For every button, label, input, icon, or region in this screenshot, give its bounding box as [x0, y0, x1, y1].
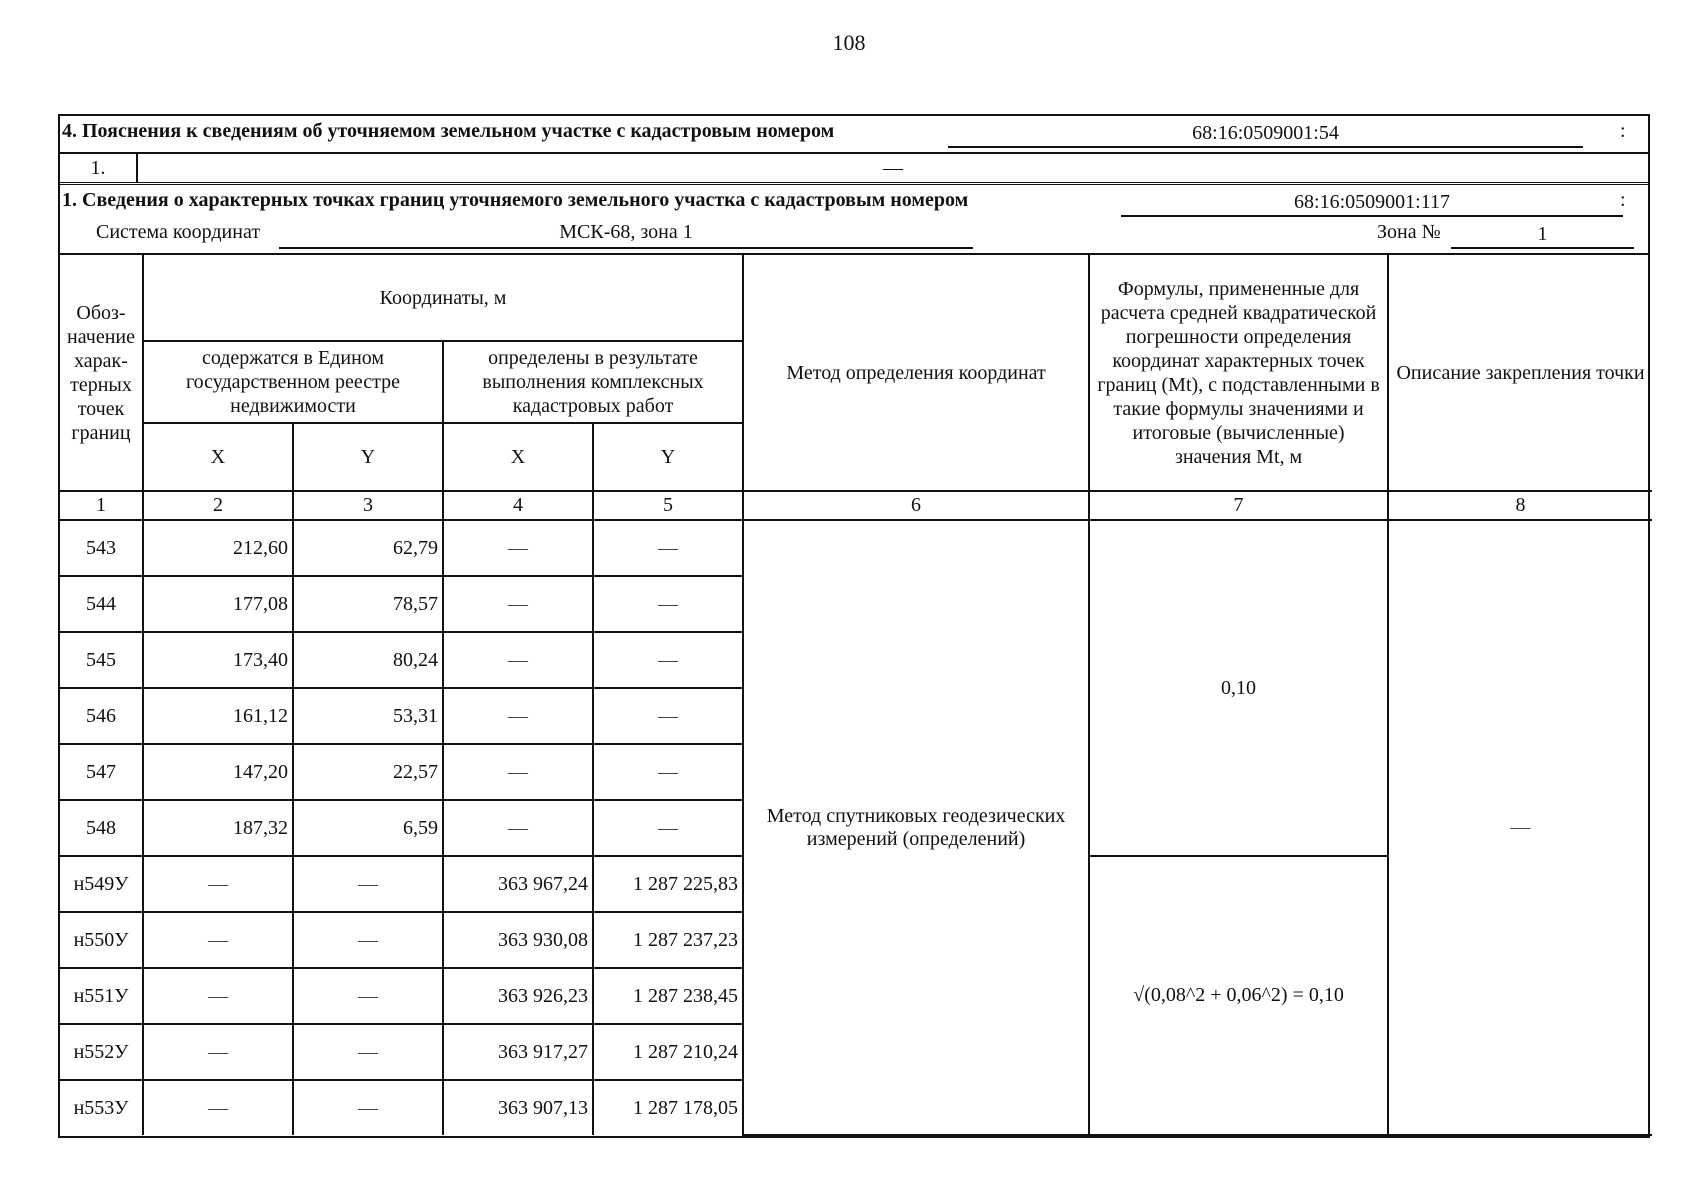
- y-determined: —: [593, 800, 743, 856]
- header-description: Описание закрепления точки: [1388, 255, 1652, 491]
- x-determined: 363 907,13: [443, 1080, 593, 1135]
- x-registry: —: [143, 1024, 293, 1080]
- y-determined: —: [593, 576, 743, 632]
- header-coordinates: Координаты, м: [143, 255, 743, 341]
- section1-cadastral-number: 68:16:0509001:117: [1121, 189, 1623, 217]
- y-determined: 1 287 225,83: [593, 856, 743, 912]
- y-determined: —: [593, 744, 743, 800]
- section1-title: 1. Сведения о характерных точках границ уточняемого земельного участка с кадастровым номером: [62, 189, 969, 211]
- col-number: 8: [1388, 491, 1652, 520]
- point-name: 548: [60, 800, 143, 856]
- y-determined: 1 287 238,45: [593, 968, 743, 1024]
- section1-header: [60, 185, 1648, 255]
- y-determined: 1 287 210,24: [593, 1024, 743, 1080]
- note-value: —: [883, 157, 903, 179]
- x-registry: 187,32: [143, 800, 293, 856]
- cadastral-sheet: [58, 114, 1650, 1138]
- page-number: 108: [832, 30, 866, 55]
- x-registry: —: [143, 968, 293, 1024]
- x-registry: —: [143, 912, 293, 968]
- header-x-registry: X: [143, 423, 293, 491]
- x-registry: 173,40: [143, 632, 293, 688]
- point-name: 544: [60, 576, 143, 632]
- y-registry: 22,57: [293, 744, 443, 800]
- section4-cadastral-number: 68:16:0509001:54: [948, 120, 1583, 148]
- coord-system-value: МСК-68, зона 1: [279, 221, 973, 249]
- y-registry: 80,24: [293, 632, 443, 688]
- x-determined: —: [443, 520, 593, 576]
- zone-value: 1: [1451, 221, 1634, 249]
- y-registry: —: [293, 856, 443, 912]
- y-registry: —: [293, 1024, 443, 1080]
- y-determined: —: [593, 520, 743, 576]
- coord-system-label: Система координат: [96, 221, 261, 243]
- y-determined: 1 287 237,23: [593, 912, 743, 968]
- col-number: 4: [443, 491, 593, 520]
- header-formulas: Формулы, примененные для расчета средней квадратической погрешности определения координат характерных точек границ (Mt), с подставленными в такие формулы значениями и итоговые (вычисленные) значения Mt, м: [1089, 255, 1388, 491]
- y-determined: —: [593, 632, 743, 688]
- header-method: Метод определения координат: [743, 255, 1089, 491]
- table-row: [60, 520, 1652, 576]
- header-y-determined: Y: [593, 423, 743, 491]
- y-registry: —: [293, 912, 443, 968]
- x-registry: —: [143, 1080, 293, 1135]
- point-name: 547: [60, 744, 143, 800]
- y-registry: 53,31: [293, 688, 443, 744]
- point-name: н553У: [60, 1080, 143, 1135]
- x-determined: —: [443, 576, 593, 632]
- y-determined: 1 287 178,05: [593, 1080, 743, 1135]
- header-determined: определены в результате выполнения комплексных кадастровых работ: [443, 341, 743, 423]
- y-registry: —: [293, 968, 443, 1024]
- y-registry: 6,59: [293, 800, 443, 856]
- section1-colon: :: [1620, 189, 1626, 211]
- section4-title: 4. Пояснения к сведениям об уточняемом земельном участке с кадастровым номером: [62, 120, 835, 142]
- points-table: [60, 255, 1652, 1136]
- y-registry: 62,79: [293, 520, 443, 576]
- point-name: н550У: [60, 912, 143, 968]
- zone-label: Зона №: [1377, 221, 1441, 243]
- x-registry: —: [143, 856, 293, 912]
- x-registry: 161,12: [143, 688, 293, 744]
- point-name: 545: [60, 632, 143, 688]
- point-name: н552У: [60, 1024, 143, 1080]
- col-number: 5: [593, 491, 743, 520]
- point-name: 546: [60, 688, 143, 744]
- x-registry: 147,20: [143, 744, 293, 800]
- mt-existing-cell: 0,10: [1089, 520, 1388, 856]
- x-determined: 363 926,23: [443, 968, 593, 1024]
- x-registry: 177,08: [143, 576, 293, 632]
- x-determined: —: [443, 800, 593, 856]
- header-y-registry: Y: [293, 423, 443, 491]
- header-x-determined: X: [443, 423, 593, 491]
- y-registry: —: [293, 1080, 443, 1135]
- col-number: 6: [743, 491, 1089, 520]
- col-number: 3: [293, 491, 443, 520]
- x-determined: —: [443, 688, 593, 744]
- x-registry: 212,60: [143, 520, 293, 576]
- point-name: 543: [60, 520, 143, 576]
- col-number: 2: [143, 491, 293, 520]
- method-cell: Метод спутниковых геодезических измерений (определений): [743, 520, 1089, 1135]
- x-determined: —: [443, 744, 593, 800]
- mt-new-cell: √(0,08^2 + 0,06^2) = 0,10: [1089, 856, 1388, 1135]
- header-in-registry: содержатся в Едином государственном реестре недвижимости: [143, 341, 443, 423]
- header-point-designation: Обоз-начение харак-терных точек границ: [60, 255, 143, 491]
- section4-note-row: [60, 154, 1648, 185]
- x-determined: 363 930,08: [443, 912, 593, 968]
- section4-header: [60, 116, 1648, 154]
- y-registry: 78,57: [293, 576, 443, 632]
- point-name: н551У: [60, 968, 143, 1024]
- col-number: 7: [1089, 491, 1388, 520]
- section4-colon: :: [1620, 120, 1626, 142]
- point-name: н549У: [60, 856, 143, 912]
- description-cell: —: [1388, 520, 1652, 1135]
- x-determined: 363 967,24: [443, 856, 593, 912]
- note-number: 1.: [60, 154, 138, 182]
- x-determined: —: [443, 632, 593, 688]
- col-number: 1: [60, 491, 143, 520]
- y-determined: —: [593, 688, 743, 744]
- x-determined: 363 917,27: [443, 1024, 593, 1080]
- column-number-row: [60, 491, 1652, 520]
